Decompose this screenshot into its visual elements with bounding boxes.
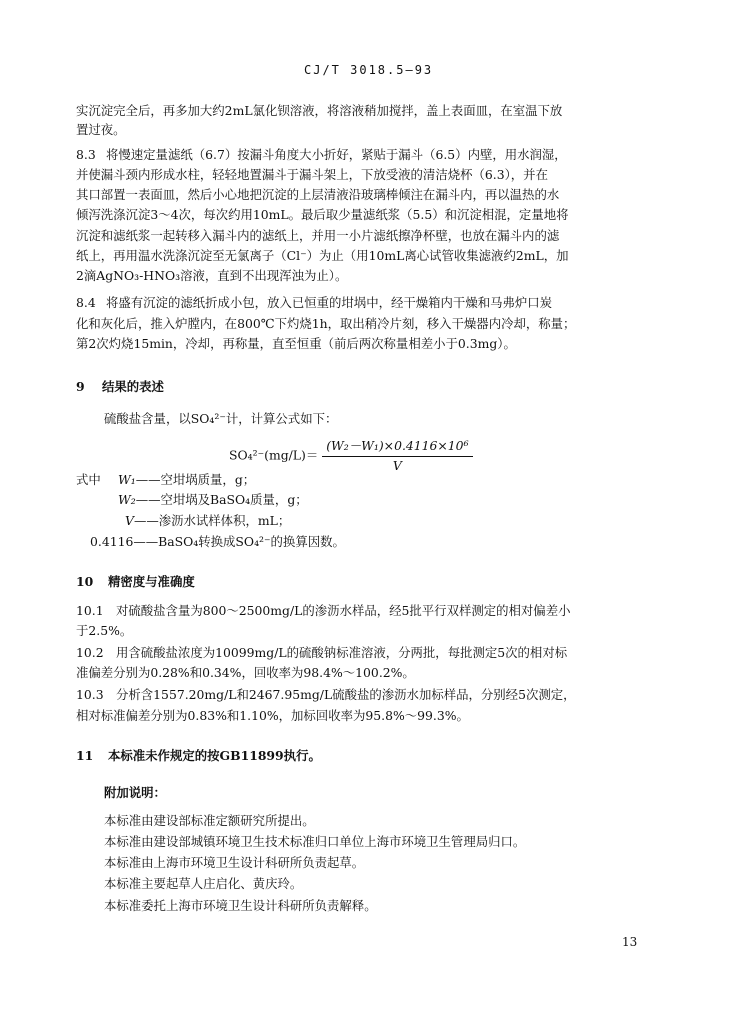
appendix-line: 本标准由建设部城镇环境卫生技术标准归口单位上海市环境卫生管理局归口。 [104,834,526,849]
variable-definition [125,513,290,529]
body-line: 第2次灼烧15min，冷却，再称量，直至恒重（前后两次称量相差小于0.3mg）。 [76,336,516,351]
formula [229,436,473,473]
variable-definition [90,534,345,550]
document-code-header: CJ/T 3018.5—93 [304,63,434,77]
appendix-line: 本标准由上海市环境卫生设计科研所负责起草。 [104,855,365,870]
body-line: 于2.5%。 [76,623,133,638]
body-line: 将盛有沉淀的滤纸折成小包，放入已恒重的坩埚中，经干燥箱内干燥和马弗炉口炭 [106,295,553,310]
where-label: 式中 [76,472,101,487]
variable-symbol: 0.4116 [90,534,134,549]
appendix-title: 附加说明： [104,785,166,800]
section-number: 9 [76,379,85,394]
clause-number: 8.4 [76,295,96,310]
clause-10-1 [76,603,570,619]
clause-10-2 [76,645,567,661]
page-number: 13 [622,935,638,949]
clause-number: 10.3 [76,687,104,702]
section-heading-10 [76,574,195,590]
formula-fraction [322,436,472,473]
clause-number: 10.1 [76,603,104,618]
body-line: 纸上，再用温水洗涤沉淀至无氯离子（Cl⁻）为止（用10mL离心试管收集滤液约2mL，加 [76,248,569,263]
variable-description: ——渗沥水试样体积，mL； [133,513,291,528]
body-line: 化和灰化后，推入炉膛内，在800℃下灼烧1h，取出稍冷片刻，移入干燥器内冷却，称量； [76,316,576,331]
section-heading-11 [76,748,321,764]
body-line: 对硫酸盐含量为800～2500mg/L的渗沥水样品，经5批平行双样测定的相对偏差小 [116,603,571,618]
body-line: 其口部置一表面皿，然后小心地把沉淀的上层清液沿玻璃棒倾注在漏斗内，再以温热的水 [76,187,560,202]
variable-symbol: W₁ [118,472,136,487]
section-title: 本标准未作规定的按GB11899执行。 [108,748,321,763]
variable-symbol: V [125,513,134,528]
clause-8-4 [76,295,552,311]
body-line: 准偏差分别为0.28%和0.34%，回收率为98.4%～100.2%。 [76,665,415,680]
formula-intro: 硫酸盐含量，以SO₄²⁻计，计算公式如下： [104,411,338,426]
variable-description: ——空坩埚及BaSO₄质量，g； [135,492,308,507]
body-line: 沉淀和滤纸浆一起转移入漏斗内的滤纸上，并用一小片滤纸擦净杯壁，也放在漏斗内的滤 [76,228,560,243]
body-line: 将慢速定量滤纸（6.7）按漏斗角度大小折好，紧贴于漏斗（6.5）内壁，用水润湿， [106,147,567,162]
section-number: 11 [76,748,94,763]
body-line: 倾泻洗涤沉淀3～4次，每次约用10mL。最后取少量滤纸浆（5.5）和沉淀相混，定量地将 [76,207,569,222]
body-line: 用含硫酸盐浓度为10099mg/L的硫酸钠标准溶液，分两批，每批测定5次的相对标 [116,645,568,660]
appendix-line: 本标准主要起草人庄启化、黄庆玲。 [104,876,303,891]
variable-description: ——空坩埚质量，g； [135,472,256,487]
clause-number: 8.3 [76,147,96,162]
body-line: 置过夜。 [76,122,126,137]
body-line: 分析含1557.20mg/L和2467.95mg/L硫酸盐的渗沥水加标样品，分别经5次测定， [116,687,576,702]
section-heading-9 [76,379,164,395]
variable-definition [118,472,255,488]
appendix-line: 本标准委托上海市环境卫生设计科研所负责解释。 [104,898,377,913]
appendix-line: 本标准由建设部标准定额研究所提出。 [104,813,315,828]
formula-denominator: V [392,458,402,473]
body-line: 并使漏斗颈内形成水柱，轻轻地置漏斗于漏斗架上，下放受液的清洁烧杯（6.3），并在 [76,167,548,182]
clause-10-3 [76,687,576,703]
variable-symbol: W₂ [118,492,136,507]
variable-description: ——BaSO₄转换成SO₄²⁻的换算因数。 [133,534,345,549]
section-title: 结果的表述 [102,379,164,394]
variable-definition [118,492,308,508]
section-title: 精密度与准确度 [108,574,195,589]
body-line: 2滴AgNO₃-HNO₃溶液，直到不出现浑浊为止）。 [76,268,348,283]
section-number: 10 [76,574,94,589]
clause-8-3 [76,147,567,163]
body-line: 实沉淀完全后，再多加大约2mL氯化钡溶液，将溶液稍加搅拌，盖上表面皿，在室温下放 [76,103,563,118]
formula-numerator: (W₂－W₁)×0.4116×10⁶ [322,436,472,457]
clause-number: 10.2 [76,645,104,660]
formula-lhs: SO₄²⁻(mg/L)＝ [229,447,319,463]
body-line: 相对标准偏差分别为0.83%和1.10%，加标回收率为95.8%～99.3%。 [76,708,469,723]
